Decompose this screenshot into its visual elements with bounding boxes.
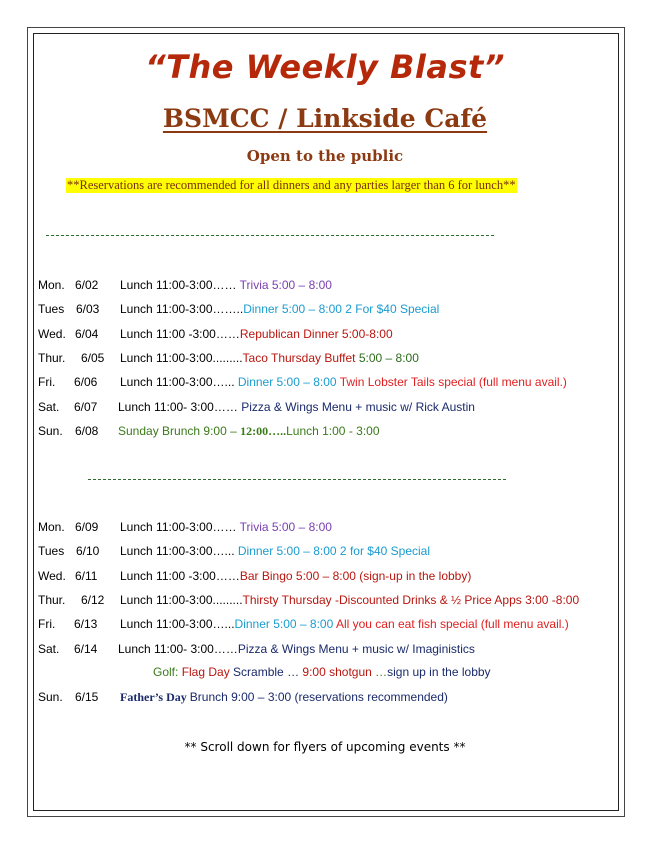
event-segment: Pizza & Wings Menu + music w/ Rick Austin	[237, 399, 475, 414]
event-text	[120, 375, 567, 389]
footer-note: ** Scroll down for flyers of upcoming events **	[184, 740, 466, 754]
date-label: 6/14	[74, 641, 98, 656]
day-label: Tues	[38, 302, 65, 317]
date-label: 6/06	[74, 375, 98, 390]
date-label: 6/13	[74, 617, 98, 632]
date-label: 6/15	[75, 690, 99, 704]
day-label: Sun.	[38, 423, 63, 438]
lunch-hours: Lunch 11:00 -3:00……	[120, 326, 240, 341]
day-label: Sun.	[38, 690, 63, 704]
event-text	[118, 400, 475, 414]
date-label: 6/08	[75, 423, 99, 438]
lunch-hours: Lunch 11:00-3:00…...	[120, 617, 235, 632]
day-label: Fri.	[38, 375, 56, 390]
event-segment: Dinner 5:00 – 8:00 2 for $40 Special	[234, 544, 430, 559]
event-text	[120, 302, 439, 316]
open-notice: Open to the public	[246, 147, 404, 165]
event-text	[118, 642, 475, 656]
event-segment: Lunch 1:00 - 3:00	[286, 423, 380, 438]
day-label: Mon.	[38, 278, 65, 292]
event-segment: …	[375, 665, 388, 679]
day-label: Tues	[38, 544, 65, 559]
day-label: Sat.	[38, 641, 60, 656]
date-label: 6/02	[75, 278, 99, 292]
lunch-hours: Lunch 11:00-3:00……..	[120, 302, 244, 317]
event-segment: Trivia 5:00 – 8:00	[236, 520, 332, 534]
event-segment: Trivia 5:00 – 8:00	[236, 278, 332, 292]
lunch-hours: Lunch 11:00- 3:00……	[118, 399, 238, 414]
event-segment: Twin Lobster Tails special (full menu avail.)	[339, 375, 567, 390]
divider-2	[88, 479, 506, 480]
day-label: Wed.	[38, 326, 66, 341]
lunch-hours: Lunch 11:00-3:00…...	[120, 544, 235, 559]
event-segment: Bar Bingo 5:00 – 8:00 (sign-up in the lobby)	[239, 568, 472, 583]
date-label: 6/09	[75, 520, 99, 534]
page-title: “The Weekly Blast”	[145, 48, 505, 86]
event-text	[120, 327, 393, 341]
event-segment: Flag Day	[181, 665, 234, 679]
day-label: Thur.	[38, 350, 66, 365]
event-segment: sign up in the lobby	[387, 665, 491, 679]
day-label: Thur.	[38, 592, 66, 607]
lunch-hours: Lunch 11:00- 3:00……	[118, 641, 238, 656]
reservation-note: **Reservations are recommended for all dinners and any parties larger than 6 for lunch**	[67, 178, 516, 192]
event-segment: All you can eat fish special (full menu avail.)	[335, 617, 569, 632]
event-text	[120, 544, 430, 558]
event-segment: Pizza & Wings Menu + music w/ Imaginistics	[237, 641, 475, 656]
day-label: Fri.	[38, 617, 56, 632]
event-segment: Taco Thursday Buffet	[242, 350, 359, 365]
event-segment: Dinner 5:00 – 8:00 2 For $40 Special	[243, 302, 440, 317]
divider-1	[46, 235, 494, 236]
event-segment: 12:00…..	[240, 423, 287, 438]
event-text	[120, 690, 448, 705]
event-text	[120, 520, 332, 534]
date-label: 6/12	[81, 592, 105, 607]
event-text	[120, 593, 579, 607]
date-label: 6/03	[76, 302, 100, 317]
event-text	[120, 351, 419, 365]
lunch-hours: Lunch 11:00-3:00.........	[120, 592, 243, 607]
event-segment: Golf:	[153, 665, 182, 679]
event-text	[118, 424, 380, 439]
event-segment: Scramble …	[233, 665, 303, 679]
golf-event	[153, 665, 491, 679]
event-text	[120, 617, 569, 631]
event-segment: 9:00 shotgun	[302, 665, 376, 679]
lunch-hours: Lunch 11:00 -3:00……	[120, 568, 240, 583]
venue-subtitle	[0, 104, 650, 133]
event-text	[120, 278, 332, 292]
event-text	[120, 569, 471, 583]
lunch-hours: Lunch 11:00-3:00…...	[120, 375, 235, 390]
venue-name: BSMCC / Linkside Café	[162, 104, 488, 133]
day-label: Sat.	[38, 399, 60, 414]
event-segment: Dinner 5:00 – 8:00	[234, 617, 336, 632]
date-label: 6/11	[75, 568, 98, 583]
event-segment: Dinner 5:00 – 8:00	[234, 375, 340, 390]
lunch-hours: Lunch 11:00-3:00.........	[120, 350, 243, 365]
fathers-day-details: Brunch 9:00 – 3:00 (reservations recommended)	[189, 690, 448, 704]
day-label: Mon.	[38, 520, 65, 534]
date-label: 6/04	[75, 326, 99, 341]
event-segment: Sunday Brunch 9:00 –	[118, 423, 241, 438]
date-label: 6/07	[74, 399, 98, 414]
event-segment: Thirsty Thursday -Discounted Drinks & ½ Price Apps 3:00 -8:00	[242, 592, 580, 607]
fathers-day-label: Father’s Day	[120, 690, 190, 704]
event-segment: Republican Dinner 5:00-8:00	[239, 326, 393, 341]
date-label: 6/10	[76, 544, 100, 559]
lunch-hours: Lunch 11:00-3:00……	[120, 520, 237, 534]
day-label: Wed.	[38, 568, 66, 583]
date-label: 6/05	[81, 350, 105, 365]
event-segment: 5:00 – 8:00	[358, 350, 419, 365]
lunch-hours: Lunch 11:00-3:00……	[120, 278, 237, 292]
